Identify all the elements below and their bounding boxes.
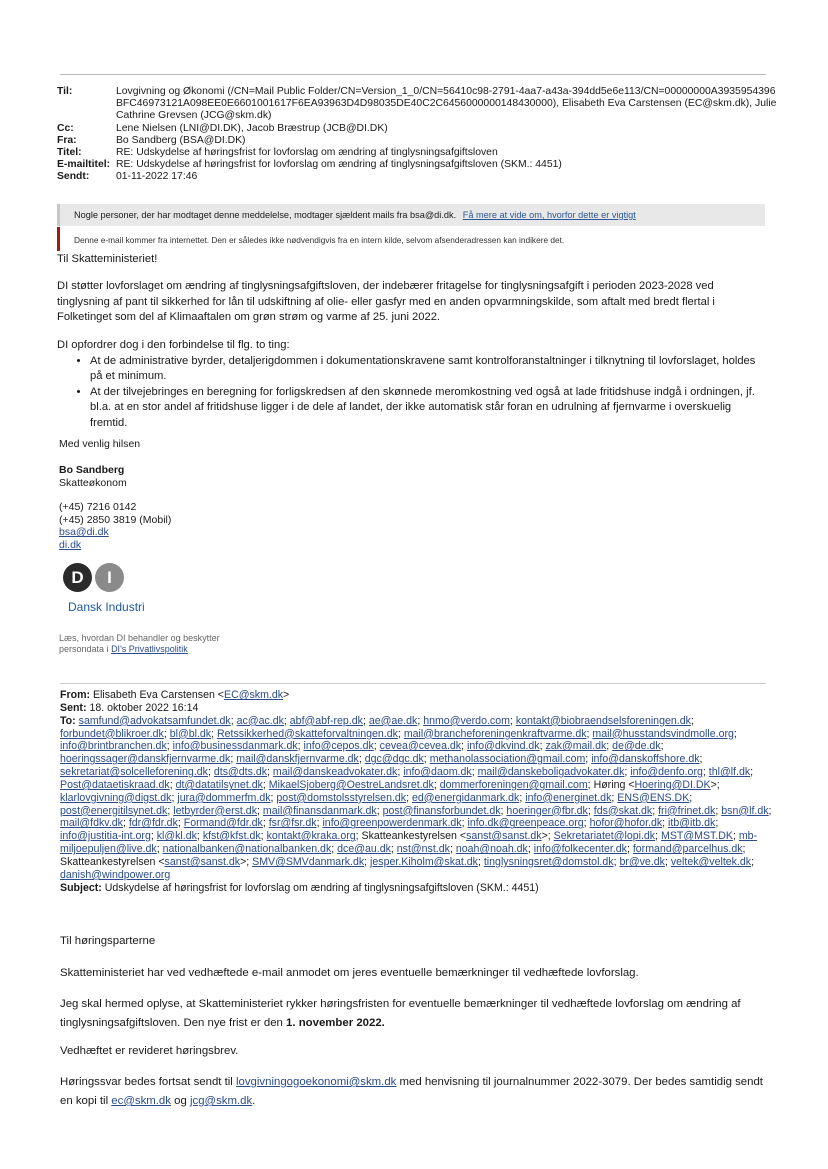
fw-p4-mid: med henvisning til journalnummer 2022-3079. Der bedes samtidig sendt en kopi til — [60, 1076, 763, 1107]
header-to-row — [57, 86, 777, 123]
recipient-email-link[interactable]: SMV@SMVdanmark.dk — [252, 855, 365, 868]
recipient-email-link[interactable]: hoeringer@fbr.dk — [506, 804, 588, 817]
reply-paragraph-2-text: DI opfordrer dog i den forbindelse til flg. to ting: — [57, 339, 290, 351]
fw-from-end: > — [283, 689, 290, 701]
fw-p4-end: . — [252, 1095, 256, 1107]
recipient-email-link[interactable]: mail@brancheforeningenkraftvarme.dk — [403, 727, 587, 740]
recipient-email-link[interactable]: Sekretariatet@lopi.dk — [553, 830, 656, 843]
fw-to-label: To: — [60, 714, 76, 727]
recipient-email-link[interactable]: info@greenpowerdenmark.dk — [322, 817, 462, 830]
signature-block — [59, 464, 127, 489]
recipient-email-link[interactable]: cevea@cevea.dk — [379, 740, 462, 753]
recipient-email-link[interactable]: dt@datatilsynet.dk — [175, 778, 263, 791]
fw-greeting: Til høringsparterne — [60, 935, 156, 947]
recipient-email-link[interactable]: jesper.Kiholm@skat.dk — [370, 855, 478, 868]
signature-email-link[interactable]: bsa@di.dk — [59, 526, 109, 538]
fw-p4-og: og — [170, 1095, 190, 1107]
skatte2-prefix: Skatteankestyrelsen < — [60, 855, 165, 868]
recipient-email-link[interactable]: bl@bl.dk — [169, 727, 212, 740]
recipient-email-link[interactable]: ac@ac.dk — [236, 714, 284, 727]
recipient-email-link[interactable]: info@folkecenter.dk — [533, 843, 627, 856]
emailtitle-value: RE: Udskydelse af høringsfrist for lovforslag om ændring af tinglysningsafgiftsloven (SKM.: 4451) — [116, 159, 562, 171]
recipient-email-link[interactable]: forbundet@blikroer.dk — [60, 727, 164, 740]
recipient-email-link[interactable]: info@justitia-int.org — [60, 830, 151, 843]
recipient-email-link[interactable]: bsn@lf.dk — [721, 804, 769, 817]
skatte2-email[interactable]: sanst@sanst.dk — [164, 855, 241, 868]
reply-greeting: Til Skatteministeriet! — [57, 253, 158, 265]
email-header — [57, 86, 777, 184]
header-divider — [60, 74, 766, 75]
from-label: Fra: — [57, 134, 77, 146]
fw-from-label: From: — [60, 689, 91, 701]
fw-p4-start: Høringssvar bedes fortsat sendt til — [60, 1076, 236, 1088]
recipient-email-link[interactable]: veltek@veltek.dk — [670, 855, 752, 868]
recipient-email-link[interactable]: ae@ae.dk — [368, 714, 418, 727]
lovgivning-email-link[interactable]: lovgivningogoekonomi@skm.dk — [236, 1076, 397, 1088]
signature-closing: Med venlig hilsen — [59, 438, 141, 450]
recipient-email-link[interactable]: mb-miljoepuljen@live.dk — [60, 830, 758, 856]
recipient-email-link[interactable]: mail@husstandsvindmolle.org — [592, 727, 734, 740]
fw-subject-value: Udskydelse af høringsfrist for lovforslag om ændring af tinglysningsafgiftsloven (SKM.: 4451) — [104, 881, 539, 894]
recipient-email-link[interactable]: dts@dts.dk — [213, 766, 268, 779]
recipient-email-link[interactable]: Retssikkerhed@skatteforvaltningen.dk — [216, 727, 398, 740]
recipient-email-link[interactable]: klarlovgivning@digst.dk — [60, 791, 172, 804]
signature-role: Skatteøkonom — [59, 476, 127, 489]
recipient-email-link[interactable]: danish@windpower.org — [60, 868, 171, 881]
recipient-email-link[interactable]: fri@frinet.dk — [658, 804, 716, 817]
fw-sent-value: 18. oktober 2022 16:14 — [89, 701, 199, 714]
fw-sent-label: Sent: — [60, 701, 87, 714]
recipient-email-link[interactable]: sekretariat@solcelleforening.dk — [60, 766, 208, 779]
header-emailtitle-row — [57, 159, 777, 171]
recipient-email-link[interactable]: samfund@advokatsamfundet.dk — [78, 714, 231, 727]
fw-from-email[interactable]: EC@skm.dk — [224, 689, 284, 701]
recipient-email-link[interactable]: itb@itb.dk — [668, 817, 716, 830]
reply-paragraph-1: DI støtter lovforslaget om ændring af tinglysningsafgiftsloven, der indebærer fritagelse for tinglysningsafgift i perioden 2023-2028 ved tinglysning af pant til sikkerhed for lån til udskiftning af olie- eller gasfyr med en anden opvarmningskilde, som aftalt med bredt flertal i Folketinget som del af Klimaaftalen om grøn strøm og varme af 25. juni 2022. — [57, 280, 715, 324]
recipient-email-link[interactable]: formand@parcelhus.dk — [632, 843, 743, 856]
fw-paragraph-3: Vedhæftet er revideret høringsbrev. — [60, 1045, 239, 1057]
recipient-email-link[interactable]: mail@fdkv.dk — [60, 817, 123, 830]
to-label: Til: — [57, 86, 73, 97]
recipient-email-link[interactable]: info@cepos.dk — [303, 740, 374, 753]
fw-subject-row — [60, 882, 772, 895]
external-email-text: Denne e-mail kommer fra internettet. Den er således ikke nødvendigvis fra en intern kilde, selvom afsenderadressen kan indikere det. — [74, 235, 565, 245]
recipient-email-link[interactable]: info@danskoffshore.dk — [591, 753, 700, 766]
forwarded-divider — [60, 683, 766, 684]
skatte1-prefix: Skatteankestyrelsen < — [361, 830, 467, 843]
recipient-email-link[interactable]: kontakt@biobraendselsforeningen.dk — [515, 714, 691, 727]
recipient-email-link[interactable]: info@brintbranchen.dk — [60, 740, 167, 753]
recipient-email-link[interactable]: methanolassociation@gmail.com — [429, 753, 586, 766]
fw-paragraph-2 — [60, 995, 772, 1033]
logo-i-circle: I — [95, 563, 124, 592]
recipient-email-link[interactable]: nationalbanken@nationalbanken.dk — [162, 843, 332, 856]
recipient-email-link[interactable]: Hoering@DI.DK — [634, 778, 711, 791]
recipient-email-link[interactable]: kontakt@kraka.org — [266, 830, 356, 843]
recipient-email-link[interactable]: post@domstolsstyrelsen.dk — [276, 791, 407, 804]
recipient-email-link[interactable]: kfst@kfst.dk — [202, 830, 261, 843]
reply-bullet-2: • At der tilvejebringes en beregning for forligskredsen af den skønnede meromkostning ved også at lade fritidshuse indgå i ordningen, jf. bl.a. at en stor andel af fritidshuse ligger i de dele af landet, der ikke automatisk står foran en udrulning af fjernvarme i overskuelig fremtid. — [90, 385, 769, 432]
recipient-email-link[interactable]: de@de.dk — [612, 740, 661, 753]
fw-paragraph-4 — [60, 1073, 772, 1111]
recipient-email-link[interactable]: dommerforeningen@gmail.com — [439, 778, 588, 791]
title-label: Titel: — [57, 147, 82, 159]
recipients-group-3: Sekretariatet@lopi.dk; MST@MST.DK; mb-miljoepuljen@live.dk; nationalbanken@nationalbanken.dk; dce@au.dk; nst@nst.dk; noah@noah.dk; info@folkecenter.dk; formand@parcelhus.dk; — [60, 830, 758, 856]
header-from-row — [57, 135, 777, 147]
rare-sender-text: Nogle personer, der har modtaget denne meddelelse, modtager sjældent mails fra bsa@di.dk. — [74, 210, 457, 220]
fw-from-row — [60, 689, 772, 702]
recipient-email-link[interactable]: info@businessdanmark.dk — [172, 740, 298, 753]
jcg-email-link[interactable]: jcg@skm.dk — [189, 1095, 253, 1107]
recipient-email-link[interactable]: mail@finansdanmark.dk — [262, 804, 377, 817]
recipient-email-link[interactable]: abf@abf-rep.dk — [289, 714, 363, 727]
recipient-email-link[interactable]: ed@energidanmark.dk — [412, 791, 520, 804]
recipient-email-link[interactable]: post@finansforbundet.dk — [382, 804, 501, 817]
fw-paragraph-2-text: Jeg skal hermed oplyse, at Skatteministeriet rykker høringsfristen for eventuelle bemærkninger til vedhæftede lovforslag om ændring af tinglysningsafgiftsloven. Den nye frist er den — [60, 998, 741, 1029]
recipient-email-link[interactable]: info.dk@greenpeace.org — [467, 817, 584, 830]
emailtitle-label: E-mailtitel: — [57, 159, 111, 171]
recipient-email-link[interactable]: hofor@hofor.dk — [589, 817, 663, 830]
privacy-policy-link[interactable]: DI's Privatlivspolitik — [111, 644, 188, 654]
recipient-email-link[interactable]: noah@noah.dk — [455, 843, 528, 856]
recipient-email-link[interactable]: dce@au.dk — [337, 843, 391, 856]
to-value: Lovgivning og Økonomi (/CN=Mail Public Folder/CN=Version_1_0/CN=56410c98-2791-4aa7-a43a-394dd5e6e113/CN=00000000A3935954396BFC46973121A098EE0E6601001617F6EA93963D4D98035DE40C2C6456000000148430000), Elisabeth Eva Carstensen (EC@skm.dk), Julie Cathrine Grevsen (JCG@skm.dk) — [116, 86, 777, 122]
recipients-group-4: SMV@SMVdanmark.dk; jesper.Kiholm@skat.dk; tinglysningsret@domstol.dk; br@ve.dk; veltek@veltek.dk; danish@windpower.org — [60, 855, 755, 881]
reply-bullet-1: • At de administrative byrder, detaljerigdommen i dokumentationskravene samt kontrolforanstaltninger i tilknytning til lovforslaget, holdes på et minimum. — [90, 354, 769, 385]
recipient-email-link[interactable]: tinglysningsret@domstol.dk — [483, 855, 614, 868]
recipient-email-link[interactable]: kl@kl.dk — [156, 830, 197, 843]
recipient-email-link[interactable]: nst@nst.dk — [396, 843, 450, 856]
recipient-email-link[interactable]: MST@MST.DK — [661, 830, 733, 843]
ec-email-link[interactable]: ec@skm.dk — [111, 1095, 171, 1107]
recipient-email-link[interactable]: hnmo@verdo.com — [423, 714, 510, 727]
reply-paragraph-2 — [57, 338, 769, 432]
fw-deadline: 1. november 2022. — [286, 1017, 385, 1029]
signature-web-link[interactable]: di.dk — [59, 538, 82, 551]
rare-sender-notice — [57, 204, 765, 226]
recipient-email-link[interactable]: hoeringssager@danskfjernvarme.dk — [60, 753, 231, 766]
learn-more-link[interactable]: Få mere at vide om, hvorfor dette er vigtigt — [462, 210, 636, 220]
logo-d-circle: D — [63, 563, 92, 592]
recipient-email-link[interactable]: fsr@fsr.dk — [268, 817, 317, 830]
fw-sent-row — [60, 702, 772, 715]
recipient-email-link[interactable]: letbyrder@erst.dk — [173, 804, 257, 817]
signature-phone-1: (+45) 7216 0142 — [59, 501, 137, 513]
recipient-email-link[interactable]: fdr@fdr.dk — [128, 817, 178, 830]
recipient-email-link[interactable]: post@energitilsynet.dk — [60, 804, 168, 817]
recipient-email-link[interactable]: info@energinet.dk — [525, 791, 612, 804]
header-title-row — [57, 147, 777, 159]
reply-bullet-list — [57, 354, 769, 432]
recipient-email-link[interactable]: dgc@dgc.dk — [364, 753, 424, 766]
recipient-email-link[interactable]: mail@danskfjernvarme.dk — [236, 753, 359, 766]
recipient-email-link[interactable]: MikaelSjoberg@OestreLandsret.dk — [268, 778, 434, 791]
recipient-email-link[interactable]: thl@lf.dk — [708, 766, 751, 779]
privacy-line-2: persondata i — [59, 644, 109, 654]
forwarded-header — [60, 689, 772, 895]
recipient-email-link[interactable]: Post@dataetiskraad.dk — [60, 778, 170, 791]
recipient-email-link[interactable]: jura@dommerfm.dk — [177, 791, 271, 804]
from-value: Bo Sandberg (BSA@DI.DK) — [116, 134, 246, 146]
privacy-line-1: Læs, hvordan DI behandler og beskytter — [59, 633, 220, 643]
recipient-email-link[interactable]: Formand@fdr.dk — [183, 817, 263, 830]
cc-label: Cc: — [57, 122, 74, 134]
logo-text: Dansk Industri — [68, 600, 145, 614]
recipient-email-link[interactable]: info@dkvind.dk — [467, 740, 540, 753]
recipients-group-1: samfund@advokatsamfundet.dk; ac@ac.dk; abf@abf-rep.dk; ae@ae.dk; hnmo@verdo.com; kontakt@biobraendselsforeningen.dk; forbundet@blikroer.dk; bl@bl.dk; Retssikkerhed@skatteforvaltningen.dk; mail@brancheforeningenkraftvarme.dk; mail@husstandsvindmolle.org; info@brintbranchen.dk; info@businessdanmark.dk; info@cepos.dk; cevea@cevea.dk; info@dkvind.dk; zak@mail.dk; de@de.dk; hoeringssager@danskfjernvarme.dk; mail@danskfjernvarme.dk; dgc@dgc.dk; methanolassociation@gmail.com; info@danskoffshore.dk; sekretariat@solcelleforening.dk; dts@dts.dk; mail@danskeadvokater.dk; info@daom.dk; mail@danskeboligadvokater.dk; info@denfo.org; thl@lf.dk; Post@dataetiskraad.dk; dt@datatilsynet.dk; MikaelSjoberg@OestreLandsret.dk; dommerforeningen@gmail.com; — [60, 714, 754, 791]
title-value: RE: Udskydelse af høringsfrist for lovforslag om ændring af tinglysningsafgiftsloven — [116, 147, 498, 159]
signature-contact — [59, 501, 171, 551]
skatte1-email[interactable]: sanst@sanst.dk — [466, 830, 542, 843]
fw-paragraph-1: Skatteministeriet har ved vedhæftede e-mail anmodet om jeres eventuelle bemærkninger til vedhæftede lovforslag. — [60, 967, 639, 979]
signature-phone-2: (+45) 2850 3819 (Mobil) — [59, 513, 172, 526]
cc-value: Lene Nielsen (LNI@DI.DK), Jacob Bræstrup (JCB@DI.DK) — [116, 122, 388, 134]
header-cc-row — [57, 123, 777, 135]
recipient-email-link[interactable]: ENS@ENS.DK — [617, 791, 690, 804]
header-sent-row — [57, 171, 777, 183]
recipient-email-link[interactable]: info@denfo.org — [630, 766, 703, 779]
external-email-warning — [57, 227, 765, 251]
recipient-email-link[interactable]: info@daom.dk — [403, 766, 472, 779]
fw-from-value: Elisabeth Eva Carstensen < — [92, 689, 224, 701]
hoering-prefix: Høring < — [593, 778, 635, 791]
recipient-email-link[interactable]: zak@mail.dk — [545, 740, 607, 753]
signature-name: Bo Sandberg — [59, 464, 125, 476]
recipient-email-link[interactable]: fds@skat.dk — [593, 804, 653, 817]
sent-value: 01-11-2022 17:46 — [116, 171, 198, 183]
recipient-email-link[interactable]: mail@danskeboligadvokater.dk — [477, 766, 625, 779]
privacy-notice — [59, 633, 220, 655]
recipient-email-link[interactable]: br@ve.dk — [619, 855, 665, 868]
sent-label: Sendt: — [57, 171, 90, 183]
fw-to-row: To: samfund@advokatsamfundet.dk; ac@ac.dk; abf@abf-rep.dk; ae@ae.dk; hnmo@verdo.com; kontakt@biobraendselsforeningen.dk; forbundet@blikroer.dk; bl@bl.dk; Retssikkerhed@skatteforvaltningen.dk; mail@brancheforeningenkraftvarme.dk; mail@husstandsvindmolle.org; info@brintbranchen.dk; info@businessdanmark.dk; info@cepos.dk; cevea@cevea.dk; info@dkvind.dk; zak@mail.dk; de@de.dk; hoeringssager@danskfjernvarme.dk; mail@danskfjernvarme.dk; dgc@dgc.dk; methanolassociation@gmail.com; info@danskoffshore.dk; sekretariat@solcelleforening.dk; dts@dts.dk; mail@danskeadvokater.dk; info@daom.dk; mail@danskeboligadvokater.dk; info@denfo.org; thl@lf.dk; Post@dataetiskraad.dk; dt@datatilsynet.dk; MikaelSjoberg@OestreLandsret.dk; dommerforeningen@gmail.com; Høring <Hoering@DI.DK>; klarlovgivning@digst.dk; jura@dommerfm.dk; post@domstolsstyrelsen.dk; ed@energidanmark.dk; info@energinet.dk; ENS@ENS.DK; post@energitilsynet.dk; letbyrder@erst.dk; mail@finansdanmark.dk; post@finansforbundet.dk; hoeringer@fbr.dk; fds@skat.dk; fri@frinet.dk; bsn@lf.dk; mail@fdkv.dk; fdr@fdr.dk; Formand@fdr.dk; fsr@fsr.dk; info@greenpowerdenmark.dk; info.dk@greenpeace.org; hofor@hofor.dk; itb@itb.dk; info@justitia-int.org; kl@kl.dk; kfst@kfst.dk; kontakt@kraka.org; Skatteankestyrelsen <sanst@sanst.dk>; Sekretariatet@lopi.dk; MST@MST.DK; mb-miljoepuljen@live.dk; nationalbanken@nationalbanken.dk; dce@au.dk; nst@nst.dk; noah@noah.dk; info@folkecenter.dk; formand@parcelhus.dk; Skatteankestyrelsen <sanst@sanst.dk>; SMV@SMVdanmark.dk; jesper.Kiholm@skat.dk; tinglysningsret@domstol.dk; br@ve.dk; veltek@veltek.dk; danish@windpower.org — [60, 714, 772, 881]
recipient-email-link[interactable]: mail@danskeadvokater.dk — [272, 766, 398, 779]
fw-subject-label: Subject: — [60, 881, 102, 894]
recipients-group-2: Hoering@DI.DK>; klarlovgivning@digst.dk; jura@dommerfm.dk; post@domstolsstyrelsen.dk; ed@energidanmark.dk; info@energinet.dk; ENS@ENS.DK; post@energitilsynet.dk; letbyrder@erst.dk; mail@finansdanmark.dk; post@finansforbundet.dk; hoeringer@fbr.dk; fds@skat.dk; fri@frinet.dk; bsn@lf.dk; mail@fdkv.dk; fdr@fdr.dk; Formand@fdr.dk; fsr@fsr.dk; info@greenpowerdenmark.dk; info.dk@greenpeace.org; hofor@hofor.dk; itb@itb.dk; info@justitia-int.org; kl@kl.dk; kfst@kfst.dk; kontakt@kraka.org; — [60, 778, 772, 843]
